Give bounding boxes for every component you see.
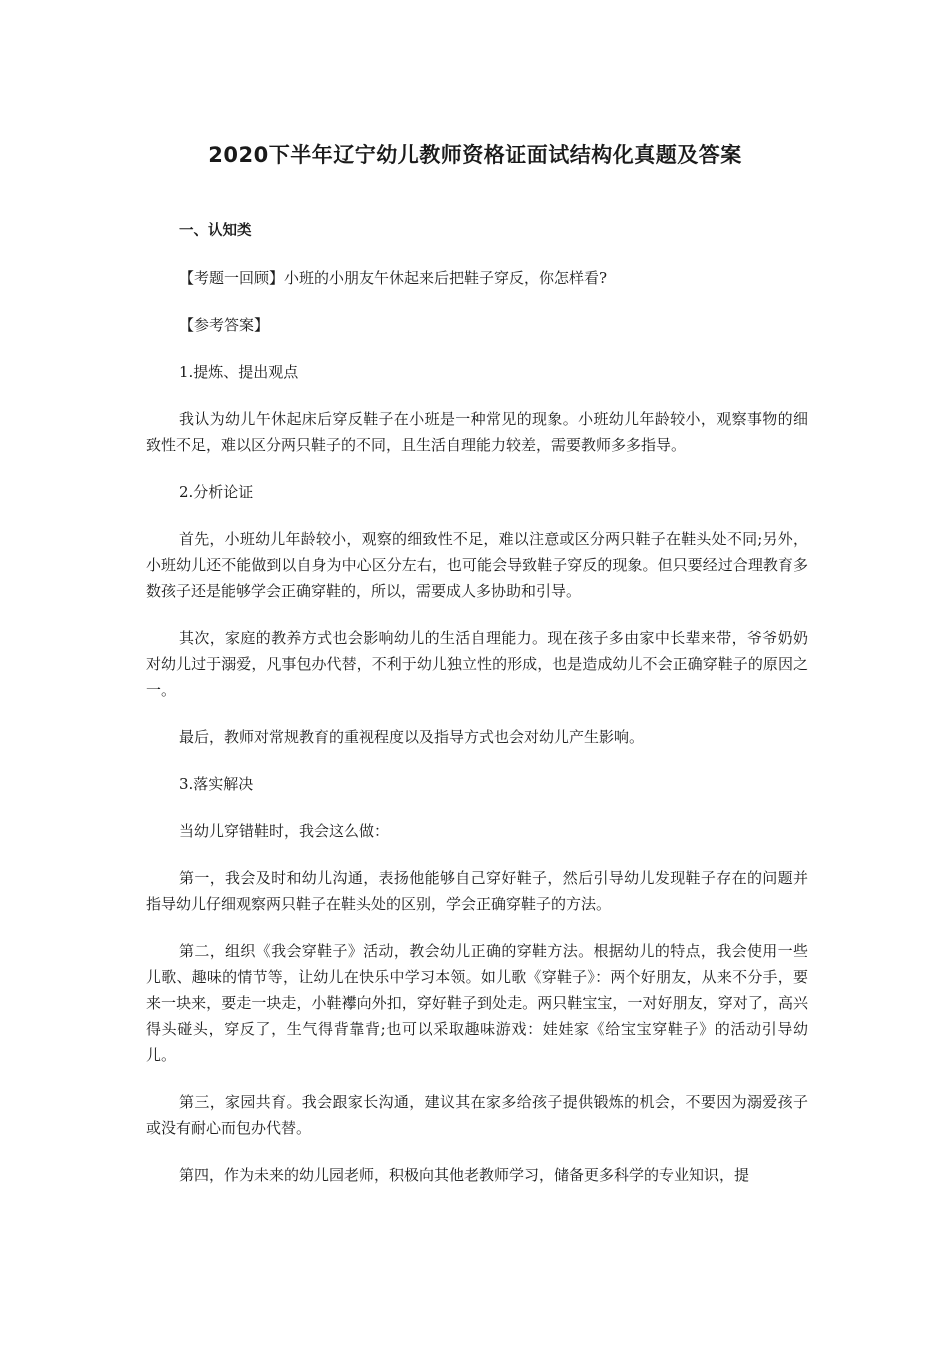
body-paragraph: 最后，教师对常规教育的重视程度以及指导方式也会对幼儿产生影响。 [179,728,645,746]
body-paragraph: 首先，小班幼儿年龄较小，观察的细致性不足，难以注意或区分两只鞋子在鞋头处不同;另外，小班幼儿还不能做到以自身为中心区分左右，也可能会导致鞋子穿反的现象。但只要经过合理教育多数孩子还是能够学会正确穿鞋的，所以，需要成人多协助和引导。 [146,530,808,600]
document-title: 2020下半年辽宁幼儿教师资格证面试结构化真题及答案 [208,143,742,168]
body-paragraph: 第二，组织《我会穿鞋子》活动，教会幼儿正确的穿鞋方法。根据幼儿的特点，我会使用一些儿歌、趣味的情节等，让幼儿在快乐中学习本领。如儿歌《穿鞋子》：两个好朋友，从来不分手，要来一块来，要走一块走，小鞋襻向外扣，穿好鞋子到处走。两只鞋宝宝，一对好朋友，穿对了，高兴得头碰头，穿反了，生气得背靠背;也可以采取趣味游戏：娃娃家《给宝宝穿鞋子》的活动引导幼儿。 [146,942,808,1064]
body-paragraph: 第三，家园共育。我会跟家长沟通，建议其在家多给孩子提供锻炼的机会，不要因为溺爱孩子或没有耐心而包办代替。 [146,1093,808,1137]
section-heading: 一、认知类 [179,223,252,239]
body-paragraph: 其次，家庭的教养方式也会影响幼儿的生活自理能力。现在孩子多由家中长辈来带，爷爷奶奶对幼儿过于溺爱，凡事包办代替，不利于幼儿独立性的形成，也是造成幼儿不会正确穿鞋子的原因之一。 [146,629,808,699]
body-paragraph: 第四，作为未来的幼儿园老师，积极向其他老教师学习，储备更多科学的专业知识，提 [179,1166,750,1184]
body-paragraph: 我认为幼儿午休起床后穿反鞋子在小班是一种常见的现象。小班幼儿年龄较小，观察事物的细致性不足，难以区分两只鞋子的不同，且生活自理能力较差，需要教师多多指导。 [146,410,808,454]
document-body [146,218,808,1188]
body-paragraph: 第一，我会及时和幼儿沟通，表扬他能够自己穿好鞋子，然后引导幼儿发现鞋子存在的问题并指导幼儿仔细观察两只鞋子在鞋头处的区别，学会正确穿鞋子的方法。 [146,869,808,913]
body-paragraph: 当幼儿穿错鞋时，我会这么做： [179,822,390,840]
point-heading-3: 3.落实解决 [179,775,254,793]
point-heading-1: 1.提炼、提出观点 [179,363,299,381]
answer-label: 【参考答案】 [179,316,270,334]
point-heading-2: 2.分析论证 [179,483,254,501]
question-paragraph: 【考题一回顾】小班的小朋友午休起来后把鞋子穿反，你怎样看? [179,269,608,287]
